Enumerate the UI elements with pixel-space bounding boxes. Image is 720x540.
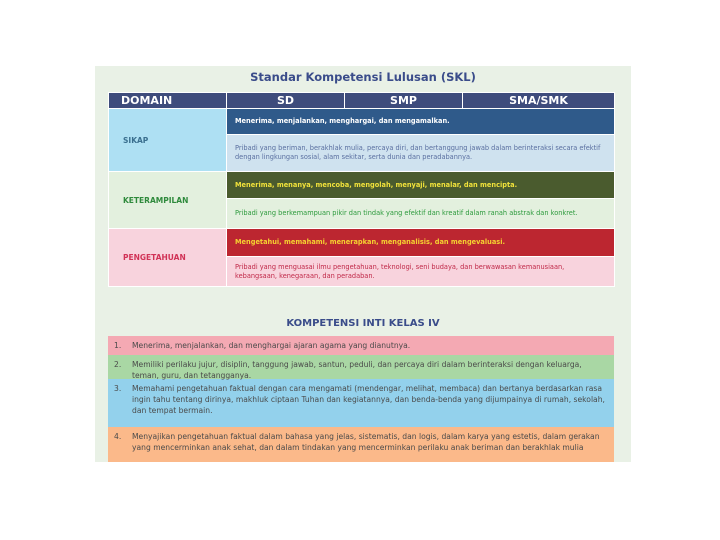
ki-number: 4.	[114, 432, 122, 441]
ki-text: Memahami pengetahuan faktual dengan cara mengamati (mendengar, melihat, membaca) dan bertanya berdasarkan rasa ingin tahu tentang dirinya, makhluk ciptaan Tuhan dan kegiatannya, dan benda-benda yang dijumpainya di rumah, sekolah, dan tempat bermain.	[132, 384, 605, 415]
ki-title: KOMPETENSI INTI KELAS IV	[286, 318, 440, 329]
header-sma-smk: SMA/SMK	[463, 93, 615, 109]
sikap-line1: Menerima, menjalankan, menghargai, dan mengamalkan.	[227, 109, 615, 135]
keterampilan-line2: Pribadi yang berkemampuan pikir dan tindak yang efektif dan kreatif dalam ranah abstrak dan konkret.	[227, 199, 615, 229]
ki-list	[108, 336, 614, 462]
list-item	[108, 355, 614, 379]
pengetahuan-line1: Mengetahui, memahami, menerapkan, menganalisis, dan mengevaluasi.	[227, 229, 615, 257]
ki-text: Memiliki perilaku jujur, disiplin, tanggung jawab, santun, peduli, dan percaya diri dalam berinteraksi dengan keluarga, teman, guru, dan tetangganya.	[132, 360, 582, 380]
table-row	[109, 229, 615, 257]
skl-table	[108, 92, 615, 287]
ki-number: 2.	[114, 360, 122, 369]
header-smp: SMP	[345, 93, 463, 109]
sikap-line2: Pribadi yang beriman, berakhlak mulia, percaya diri, dan bertanggung jawab dalam berinteraksi secara efektif dengan lingkungan sosial, alam sekitar, serta dunia dan peradabannya.	[227, 135, 615, 172]
header-sd: SD	[227, 93, 345, 109]
document-page	[95, 66, 631, 462]
domain-pengetahuan: PENGETAHUAN	[109, 229, 227, 287]
domain-sikap: SIKAP	[109, 109, 227, 172]
table-row	[109, 109, 615, 135]
keterampilan-line1: Menerima, menanya, mencoba, mengolah, menyaji, menalar, dan mencipta.	[227, 172, 615, 199]
table-row	[109, 172, 615, 199]
list-item	[108, 336, 614, 355]
ki-number: 3.	[114, 384, 122, 393]
skl-title: Standar Kompetensi Lulusan (SKL)	[250, 70, 476, 84]
pengetahuan-line2: Pribadi yang menguasai ilmu pengetahuan, teknologi, seni budaya, dan berwawasan kemanusiaan, kebangsaan, kenegaraan, dan peradaban.	[227, 257, 615, 287]
list-item	[108, 427, 614, 462]
list-item	[108, 379, 614, 427]
domain-keterampilan: KETERAMPILAN	[109, 172, 227, 229]
ki-number: 1.	[114, 341, 122, 350]
table-header-row	[109, 93, 615, 109]
ki-text: Menyajikan pengetahuan faktual dalam bahasa yang jelas, sistematis, dan logis, dalam karya yang estetis, dalam gerakan yang mencerminkan anak sehat, dan dalam tindakan yang mencerminkan perilaku anak beriman dan berakhlak mulia	[132, 432, 600, 452]
ki-text: Menerima, menjalankan, dan menghargai ajaran agama yang dianutnya.	[132, 341, 411, 350]
header-domain: DOMAIN	[109, 93, 227, 109]
